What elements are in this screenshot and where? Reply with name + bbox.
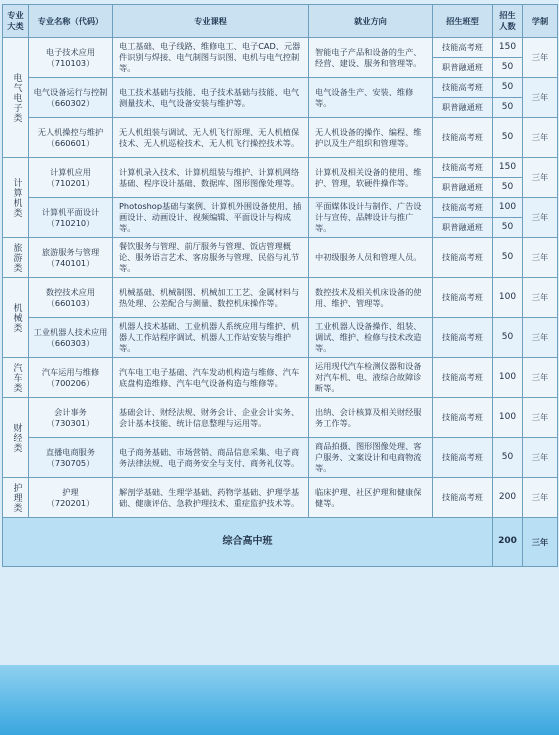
category-cell: 机械类 [3, 278, 29, 358]
quota-cell: 50 [493, 118, 523, 158]
years-cell: 三年 [523, 478, 558, 518]
background-wave [0, 665, 559, 735]
table-row [3, 478, 558, 498]
class-type-cell: 职普融通班 [433, 218, 493, 238]
header-quota: 招生人数 [493, 5, 523, 38]
years-cell: 三年 [523, 238, 558, 278]
quota-cell: 50 [493, 218, 523, 238]
major-code: （700206） [46, 377, 95, 388]
header-category: 专业大类 [3, 5, 29, 38]
direction-cell: 智能电子产品和设备的生产、经营、建设、服务和管理等。 [309, 38, 433, 78]
table-row [3, 398, 558, 418]
header-courses: 专业课程 [113, 5, 309, 38]
courses-cell: 机械基础、机械制图、机械加工工艺、金属材料与热处理、公差配合与测量、数控机床操作等。 [113, 278, 309, 318]
quota-cell: 100 [493, 398, 523, 438]
major-cell [29, 478, 113, 518]
direction-cell: 数控技术及相关机床设备的使用、维护、管理等。 [309, 278, 433, 318]
major-name: 电气设备运行与控制 [33, 86, 108, 97]
direction-cell: 电气设备生产、安装、维修等。 [309, 78, 433, 118]
major-name: 护理 [62, 486, 79, 497]
courses-cell: 计算机录入技术、计算机组装与维护、计算机网络基础、程序设计基础、数据库、图形图像处理等。 [113, 158, 309, 198]
courses-cell: 解剖学基础、生理学基础、药物学基础、护理学基础、健康评估、急救护理技术、重症监护技术等。 [113, 478, 309, 518]
major-code: （710210） [46, 217, 95, 228]
major-name: 数控技术应用 [45, 286, 96, 297]
direction-cell: 商品拍摄、图形图像处理、客户服务、文案设计和电商物流等。 [309, 438, 433, 478]
header-major: 专业名称（代码） [29, 5, 113, 38]
class-type-cell: 技能高考班 [433, 78, 493, 98]
major-cell [29, 198, 113, 238]
major-code: （660601） [46, 137, 95, 148]
header-direction: 就业方向 [309, 5, 433, 38]
major-name: 计算机平面设计 [41, 206, 100, 217]
courses-cell: 无人机组装与调试、无人机飞行原理、无人机植保技术、无人机巡检技术、无人机飞行操控技术等。 [113, 118, 309, 158]
quota-cell: 50 [493, 178, 523, 198]
major-name: 旅游服务与管理 [41, 246, 100, 257]
header-years: 学制 [523, 5, 558, 38]
major-code: （710103） [46, 57, 95, 68]
header-class-type: 招生班型 [433, 5, 493, 38]
direction-cell: 临床护理、社区护理和健康保健等。 [309, 478, 433, 518]
category-cell: 计算机类 [3, 158, 29, 238]
major-code: （740101） [46, 257, 95, 268]
years-cell: 三年 [523, 38, 558, 78]
class-type-cell: 职普融通班 [433, 58, 493, 78]
major-cell [29, 318, 113, 358]
direction-cell: 运用现代汽车检测仪器和设备对汽车机、电、液综合故障诊断等。 [309, 358, 433, 398]
major-cell [29, 398, 113, 438]
major-cell [29, 238, 113, 278]
table-row [3, 118, 558, 138]
class-type-cell: 职普融通班 [433, 98, 493, 118]
major-cell [29, 158, 113, 198]
class-type-cell: 技能高考班 [433, 38, 493, 58]
quota-cell: 100 [493, 198, 523, 218]
quota-cell: 50 [493, 238, 523, 278]
major-name: 会计事务 [54, 406, 87, 417]
enrollment-table [2, 4, 558, 567]
major-code: （660103） [46, 297, 95, 308]
category-cell: 旅游类 [3, 238, 29, 278]
direction-cell: 计算机及相关设备的使用、维护、管理，软硬件操作等。 [309, 158, 433, 198]
class-type-cell: 技能高考班 [433, 198, 493, 218]
class-type-cell: 技能高考班 [433, 398, 493, 438]
quota-cell: 50 [493, 438, 523, 478]
table-header [3, 5, 558, 38]
total-row [3, 518, 558, 567]
quota-cell: 50 [493, 58, 523, 78]
major-cell [29, 118, 113, 158]
class-type-cell: 技能高考班 [433, 478, 493, 518]
courses-cell: 电工基础、电子线路、维修电工、电子CAD、元器件识别与焊接、电气制图与识图、电机与电气控制等。 [113, 38, 309, 78]
quota-cell: 50 [493, 318, 523, 358]
major-name: 直播电商服务 [45, 446, 96, 457]
class-type-cell: 技能高考班 [433, 278, 493, 318]
major-cell [29, 278, 113, 318]
major-code: （730301） [46, 417, 95, 428]
major-code: （710201） [46, 177, 95, 188]
major-name: 工业机器人技术应用 [33, 326, 108, 337]
class-type-cell: 技能高考班 [433, 318, 493, 358]
quota-cell: 50 [493, 98, 523, 118]
direction-cell: 无人机设备的操作、编程、维护以及生产组织和管理等。 [309, 118, 433, 158]
table-row [3, 238, 558, 258]
years-cell: 三年 [523, 158, 558, 198]
quota-cell: 100 [493, 278, 523, 318]
years-cell: 三年 [523, 278, 558, 318]
direction-cell: 出纳、会计核算及相关财经服务工作等。 [309, 398, 433, 438]
category-cell: 电气电子类 [3, 38, 29, 158]
quota-cell: 200 [493, 478, 523, 518]
direction-cell: 工业机器人设备操作、组装、调试、维护、检修与技术改造等。 [309, 318, 433, 358]
major-code: （660303） [46, 337, 95, 348]
table-row [3, 78, 558, 98]
table-row [3, 198, 558, 218]
enrollment-table-container [2, 4, 557, 567]
quota-cell: 50 [493, 78, 523, 98]
courses-cell: 电子商务基础、市场营销、商品信息采集、电子商务法律法规、电子商务安全与支付、商务礼仪等。 [113, 438, 309, 478]
courses-cell: 基础会计、财经法规、财务会计、企业会计实务、会计基本技能、统计信息整理与运用等。 [113, 398, 309, 438]
years-cell: 三年 [523, 398, 558, 438]
courses-cell: 机器人技术基础、工业机器人系统应用与维护、机器人工作站程序调试、机器人工作站安装与维护等。 [113, 318, 309, 358]
years-cell: 三年 [523, 118, 558, 158]
major-name: 汽车运用与维修 [41, 366, 100, 377]
quota-cell: 100 [493, 358, 523, 398]
table-body [3, 38, 558, 518]
table-row [3, 438, 558, 458]
category-cell: 财经类 [3, 398, 29, 478]
courses-cell: 电工技术基础与技能、电子技术基础与技能、电气测量技术、电气设备安装与维护等。 [113, 78, 309, 118]
major-code: （730705） [46, 457, 95, 468]
major-cell [29, 438, 113, 478]
class-type-cell: 技能高考班 [433, 358, 493, 398]
total-quota: 200 [493, 518, 523, 567]
class-type-cell: 职普融通班 [433, 178, 493, 198]
category-cell: 护理类 [3, 478, 29, 518]
courses-cell: Photoshop基础与案例、计算机外围设备使用、插画设计、动画设计、视频编辑、平面设计与构成等。 [113, 198, 309, 238]
major-code: （660302） [46, 97, 95, 108]
years-cell: 三年 [523, 438, 558, 478]
table-row [3, 358, 558, 378]
category-cell: 汽车类 [3, 358, 29, 398]
years-cell: 三年 [523, 318, 558, 358]
class-type-cell: 技能高考班 [433, 438, 493, 478]
courses-cell: 汽车电工电子基础、汽车发动机构造与维修、汽车底盘构造维修、汽车电气设备构造与维修等。 [113, 358, 309, 398]
courses-cell: 餐饮服务与管理、前厅服务与管理、饭店管理概论、服务语言艺术、客房服务与管理、民俗与礼节等。 [113, 238, 309, 278]
major-cell [29, 358, 113, 398]
years-cell: 三年 [523, 198, 558, 238]
table-row [3, 38, 558, 58]
major-code: （720201） [46, 497, 95, 508]
major-cell [29, 78, 113, 118]
major-name: 电子技术应用 [45, 46, 96, 57]
major-name: 计算机应用 [50, 166, 91, 177]
direction-cell: 平面媒体设计与制作、广告设计与宣传、品牌设计与推广等。 [309, 198, 433, 238]
table-row [3, 158, 558, 178]
class-type-cell: 技能高考班 [433, 238, 493, 278]
major-name: 无人机操控与维护 [37, 126, 104, 137]
class-type-cell: 技能高考班 [433, 118, 493, 158]
years-cell: 三年 [523, 78, 558, 118]
major-cell [29, 38, 113, 78]
years-cell: 三年 [523, 358, 558, 398]
table-row [3, 278, 558, 298]
total-label: 综合高中班 [3, 518, 493, 567]
total-years: 三年 [523, 518, 558, 567]
quota-cell: 150 [493, 38, 523, 58]
class-type-cell: 技能高考班 [433, 158, 493, 178]
quota-cell: 150 [493, 158, 523, 178]
direction-cell: 中初级服务人员和管理人员。 [309, 238, 433, 278]
table-row [3, 318, 558, 338]
